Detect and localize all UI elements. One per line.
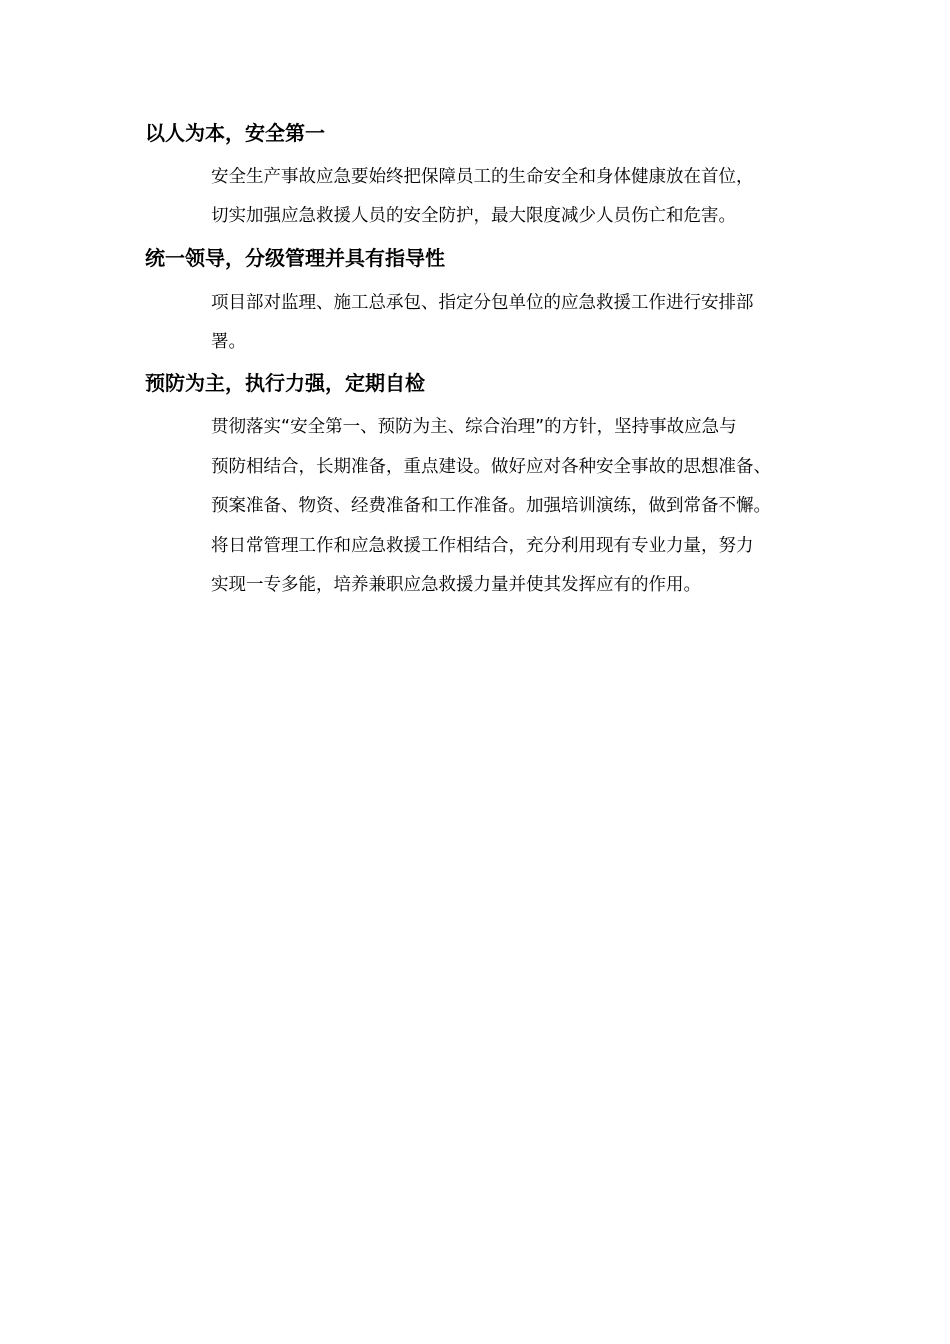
paragraph-line: 实现一专多能，培养兼职应急救援力量并使其发挥应有的作用。 <box>211 575 701 595</box>
paragraph-line: 项目部对监理、施工总承包、指定分包单位的应急救援工作进行安排部 <box>211 293 754 313</box>
paragraph-line: 预防相结合，长期准备，重点建设。做好应对各种安全事故的思想准备、 <box>211 457 771 477</box>
paragraph-line: 署。 <box>211 332 246 352</box>
paragraph-line: 贯彻落实“安全第一、预防为主、综合治理”的方针，坚持事故应急与 <box>211 417 737 437</box>
section-heading: 以人为本，安全第一 <box>145 121 325 145</box>
section-heading: 统一领导，分级管理并具有指导性 <box>145 246 445 270</box>
paragraph-line: 将日常管理工作和应急救援工作相结合，充分利用现有专业力量，努力 <box>211 536 754 556</box>
paragraph-line: 切实加强应急救援人员的安全防护，最大限度减少人员伤亡和危害。 <box>211 206 736 226</box>
paragraph-line: 安全生产事故应急要始终把保障员工的生命安全和身体健康放在首位， <box>211 167 754 187</box>
section-heading: 预防为主，执行力强，定期自检 <box>145 371 425 395</box>
paragraph-line: 预案准备、物资、经费准备和工作准备。加强培训演练，做到常备不懈。 <box>211 496 771 516</box>
